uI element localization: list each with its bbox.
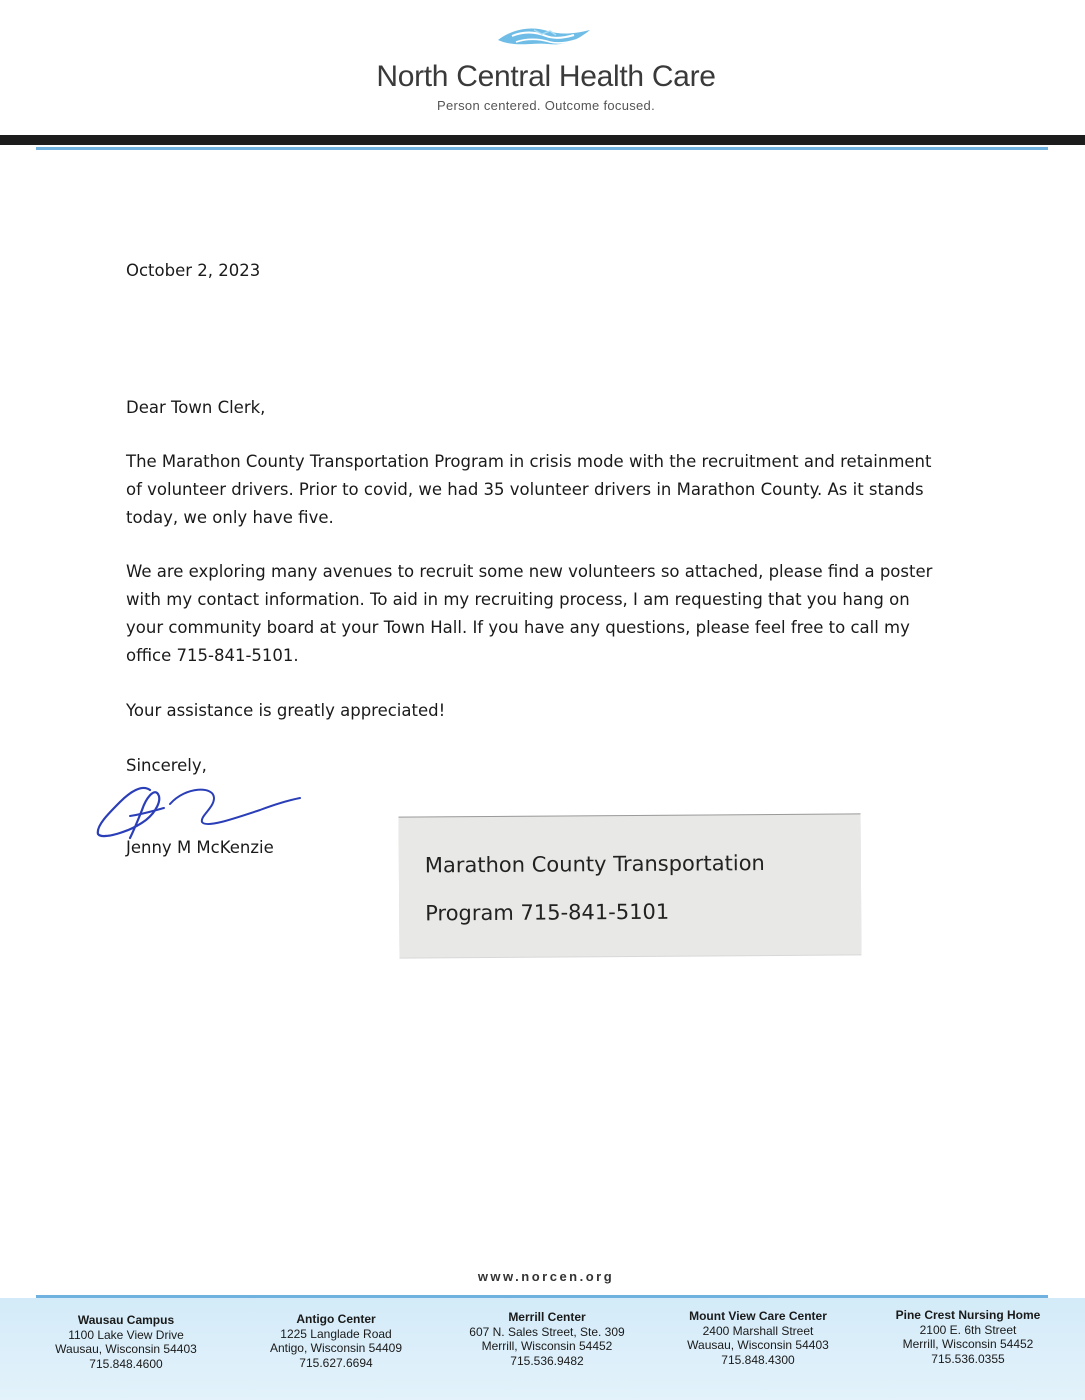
organization-tagline: Person centered. Outcome focused.	[436, 98, 655, 113]
contact-label	[399, 813, 862, 957]
location-street: 2100 E. 6th Street	[919, 1322, 1017, 1337]
closing: Sincerely,	[126, 756, 207, 775]
location-street: 2400 Marshall Street	[702, 1323, 814, 1338]
contact-label-line: Marathon County Transportation	[424, 851, 765, 878]
location-city: Merrill, Wisconsin 54452	[481, 1339, 613, 1353]
header-rule-blue	[36, 147, 1048, 150]
location-street: 607 N. Sales Street, Ste. 309	[469, 1324, 625, 1339]
footer-location	[452, 1310, 642, 1368]
location-city: Merrill, Wisconsin 54452	[902, 1337, 1034, 1351]
blue-wave-logo-icon	[494, 22, 594, 58]
location-phone: 715.848.4300	[721, 1352, 795, 1367]
handwritten-signature	[90, 780, 302, 840]
salutation: Dear Town Clerk,	[126, 398, 266, 417]
location-name: Wausau Campus	[77, 1313, 175, 1327]
body-paragraph: Your assistance is greatly appreciated!	[126, 701, 446, 720]
letter-date: October 2, 2023	[126, 261, 261, 280]
contact-label-line: Program 715-841-5101	[425, 899, 670, 926]
footer-location	[663, 1309, 853, 1367]
body-paragraph: We are exploring many avenues to recruit some new volunteers so attached, please find a poster with my contact information. To aid in my recruiting process, I am requesting that you hang on your community board at your Town Hall. If you have any questions, please feel free to call my office 715-841-5101.	[126, 562, 933, 665]
footer-location	[873, 1308, 1063, 1366]
location-street: 1225 Langlade Road	[280, 1326, 392, 1341]
location-phone: 715.848.4600	[89, 1356, 163, 1371]
location-city: Antigo, Wisconsin 54409	[269, 1341, 403, 1355]
organization-name: North Central Health Care	[376, 60, 716, 93]
footer-location	[31, 1313, 221, 1371]
location-phone: 715.536.0355	[931, 1351, 1005, 1366]
signer-name: Jenny M McKenzie	[126, 838, 274, 857]
location-city: Wausau, Wisconsin 54403	[55, 1342, 197, 1356]
header-rule-dark	[0, 135, 1085, 145]
footer-website: www.norcen.org	[477, 1269, 615, 1284]
location-street: 1100 Lake View Drive	[68, 1327, 184, 1342]
body-paragraph: The Marathon County Transportation Program in crisis mode with the recruitment and retainment of volunteer drivers. Prior to covid, we had 35 volunteer drivers in Marathon County. As it stands today, we only have five.	[126, 452, 932, 527]
location-phone: 715.536.9482	[510, 1353, 584, 1368]
location-phone: 715.627.6694	[299, 1355, 373, 1370]
footer-location	[241, 1312, 431, 1370]
location-name: Antigo Center	[296, 1312, 376, 1326]
location-name: Merrill Center	[508, 1310, 586, 1324]
location-name: Mount View Care Center	[689, 1309, 827, 1323]
location-city: Wausau, Wisconsin 54403	[687, 1338, 829, 1352]
location-name: Pine Crest Nursing Home	[895, 1308, 1041, 1322]
